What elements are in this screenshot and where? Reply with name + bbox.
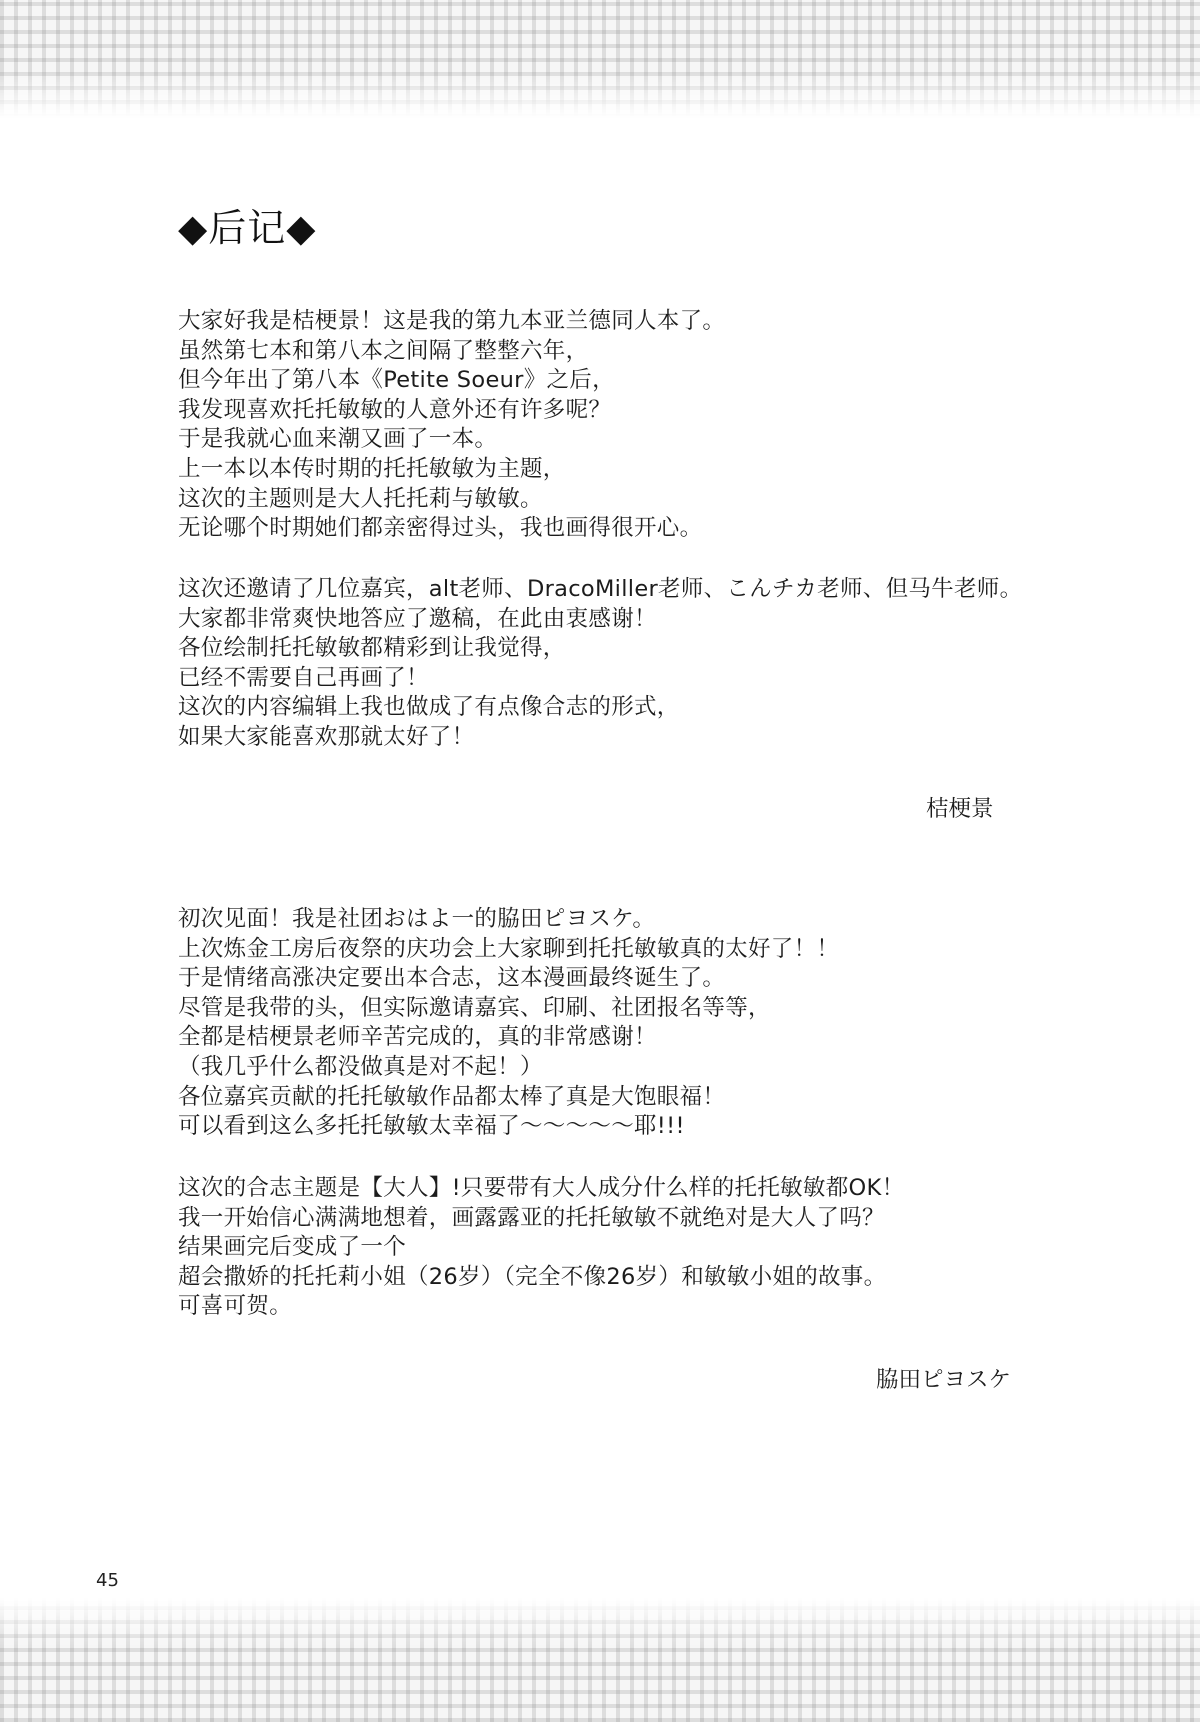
text-line: 上次炼金工房后夜祭的庆功会上大家聊到托托敏敏真的太好了！！: [178, 935, 840, 962]
text-line: 但今年出了第八本《Petite Soeur》之后，: [178, 367, 615, 394]
afterword-title: ◆后记◆: [178, 206, 317, 250]
text-line: （我几乎什么都没做真是对不起！）: [178, 1053, 543, 1080]
author-signature-1: 桔梗景: [926, 796, 994, 822]
page-number: 45: [96, 1570, 119, 1591]
text-line: 结果画完后变成了一个: [178, 1234, 407, 1261]
text-line: 已经不需要自己再画了！: [178, 664, 429, 691]
text-line: 初次见面！我是社团おはよ一的脇田ピヨスケ。: [178, 906, 656, 932]
text-line: 虽然第七本和第八本之间隔了整整六年，: [178, 337, 589, 364]
afterword-paragraph-3: [178, 905, 1078, 1142]
bottom-pattern-band: [0, 1598, 1200, 1722]
text-line: 各位嘉宾贡献的托托敏敏作品都太棒了真是大饱眼福！: [178, 1083, 726, 1110]
top-pattern-band: [0, 0, 1200, 118]
text-line: 这次还邀请了几位嘉宾，alt老师、DracoMiller老师、こんチカ老师、但马牛老师。: [178, 576, 1023, 602]
text-line: 我一开始信心满满地想着，画露露亚的托托敏敏不就绝对是大人了吗？: [178, 1204, 885, 1231]
text-line: 这次的主题则是大人托托莉与敏敏。: [178, 485, 543, 512]
text-line: 全都是桔梗景老师辛苦完成的，真的非常感谢！: [178, 1024, 657, 1051]
text-line: 各位绘制托托敏敏都精彩到让我觉得，: [178, 635, 566, 662]
text-line: 超会撒娇的托托莉小姐（26岁）（完全不像26岁）和敏敏小姐的故事。: [178, 1263, 887, 1290]
text-line: 大家都非常爽快地答应了邀稿，在此由衷感谢！: [178, 605, 657, 632]
text-line: 上一本以本传时期的托托敏敏为主题，: [178, 455, 566, 482]
text-line: 这次的内容编辑上我也做成了有点像合志的形式，: [178, 694, 680, 721]
text-line: 可喜可贺。: [178, 1293, 293, 1320]
afterword-paragraph-1: [178, 307, 1078, 544]
text-line: 于是情绪高涨决定要出本合志，这本漫画最终诞生了。: [178, 965, 726, 992]
text-line: 这次的合志主题是【大人】!只要带有大人成分什么样的托托敏敏都OK！: [178, 1175, 905, 1201]
author-signature-2: 脇田ピヨスケ: [876, 1367, 1012, 1393]
afterword-paragraph-4: [178, 1174, 1078, 1322]
text-line: 我发现喜欢托托敏敏的人意外还有许多呢？: [178, 396, 612, 423]
text-line: 尽管是我带的头，但实际邀请嘉宾、印刷、社团报名等等，: [178, 994, 771, 1021]
afterword-paragraph-2: [178, 575, 1078, 753]
text-line: 于是我就心血来潮又画了一本。: [178, 426, 498, 453]
text-line: 如果大家能喜欢那就太好了！: [178, 723, 475, 750]
text-line: 大家好我是桔梗景！这是我的第九本亚兰德同人本了。: [178, 308, 726, 334]
text-line: 可以看到这么多托托敏敏太幸福了～～～～～耶!!!: [178, 1113, 685, 1140]
text-line: 无论哪个时期她们都亲密得过头，我也画得很开心。: [178, 515, 703, 542]
